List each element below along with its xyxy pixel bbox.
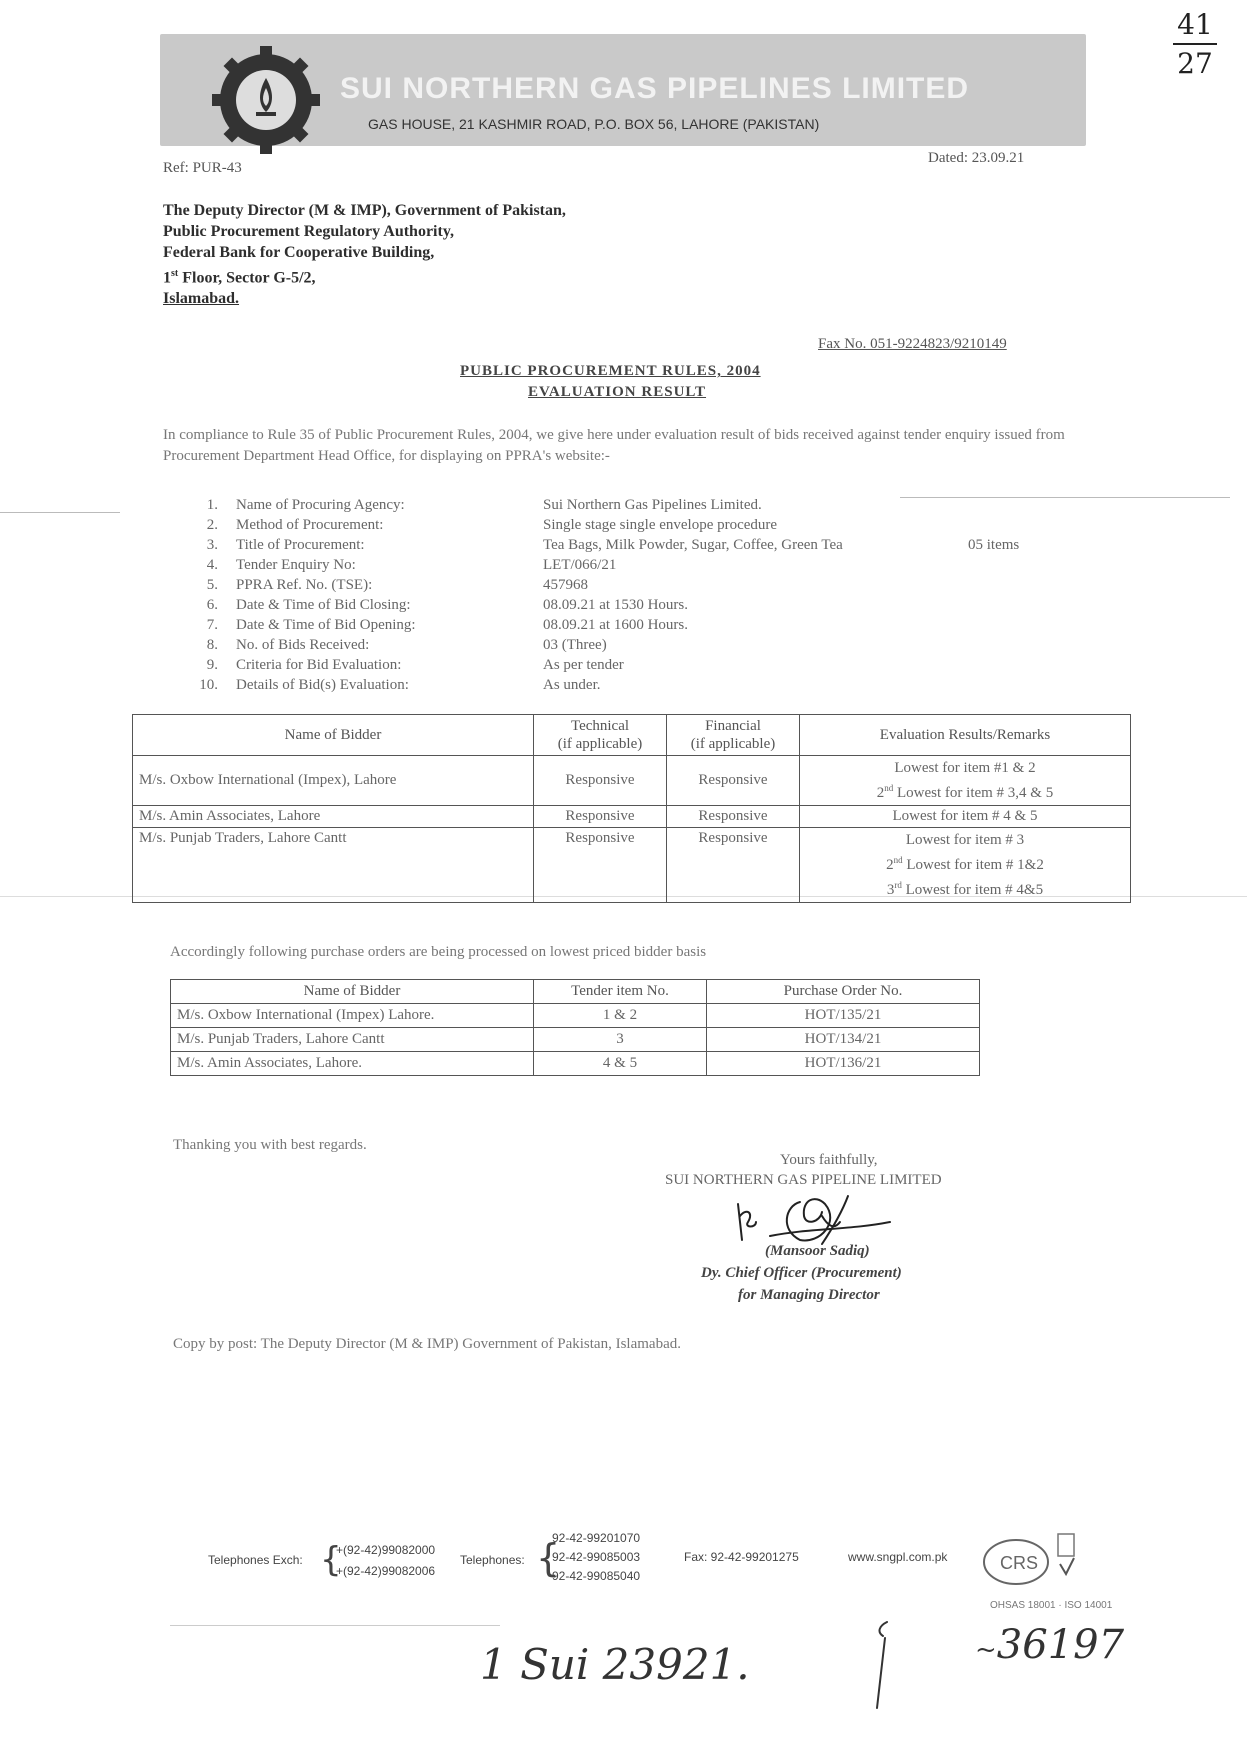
tender-item-no: 3 (534, 1028, 707, 1052)
purchase-order-no: HOT/136/21 (707, 1052, 980, 1076)
tender-item-no: 1 & 2 (534, 1004, 707, 1028)
bidder-name: M/s. Amin Associates, Lahore (133, 806, 534, 828)
brace-icon: { (320, 1540, 342, 1580)
item-label: Details of Bid(s) Evaluation: (236, 677, 409, 693)
item-label: Criteria for Bid Evaluation: (236, 657, 402, 673)
purchase-orders-note: Accordingly following purchase orders are being processed on lowest priced bidder basis (170, 944, 707, 960)
scan-artifact-line (0, 512, 120, 513)
bidder-name: M/s. Punjab Traders, Lahore Cantt (133, 828, 534, 903)
item-value: Tea Bags, Milk Powder, Sugar, Coffee, Green Tea (543, 537, 843, 553)
table-row (171, 1052, 980, 1076)
table-row (171, 1004, 980, 1028)
signatory-name: (Mansoor Sadiq) (765, 1243, 870, 1259)
footer-tel-exch-label: Telephones Exch: (208, 1553, 303, 1567)
company-name: SUI NORTHERN GAS PIPELINES LIMITED (340, 72, 970, 105)
purchase-order-table (170, 979, 980, 1076)
scan-artifact-line (900, 497, 1230, 498)
header-evaluation-results: Evaluation Results/Remarks (800, 715, 1131, 756)
table-row (171, 1028, 980, 1052)
handwritten-number: ~36197 (975, 1622, 1125, 1668)
handwritten-page-number (1165, 8, 1225, 80)
brace-icon: { (536, 1536, 561, 1580)
bidder-name: M/s. Oxbow International (Impex), Lahore (133, 756, 534, 806)
recipient-line-2: Public Procurement Regulatory Authority, (163, 223, 454, 240)
item-value: As per tender (543, 657, 624, 673)
item-number: 8. (206, 637, 218, 653)
purchase-order-no: HOT/134/21 (707, 1028, 980, 1052)
evaluation-remarks: Lowest for item #1 & 2 2nd Lowest for item # 3,4 & 5 (800, 756, 1131, 806)
item-value: Single stage single envelope procedure (543, 517, 778, 533)
item-number: 3. (206, 537, 218, 553)
item-label: Date & Time of Bid Closing: (236, 597, 411, 613)
item-value: 03 (Three) (543, 637, 607, 653)
item-number: 10. (199, 677, 218, 693)
signature-company: SUI NORTHERN GAS PIPELINE LIMITED (665, 1172, 942, 1188)
recipient-address (163, 200, 566, 309)
signatory-for: for Managing Director (738, 1287, 880, 1303)
signature-yours: Yours faithfully, (780, 1152, 878, 1168)
item-label: Tender Enquiry No: (236, 557, 356, 573)
footer-tel-3: 92-42-99085040 (552, 1569, 641, 1583)
item-label: Title of Procurement: (236, 537, 365, 553)
handwritten-note: 1 Sui 23921. (480, 1640, 750, 1689)
header-tender-item: Tender item No. (534, 980, 707, 1004)
company-address: GAS HOUSE, 21 KASHMIR ROAD, P.O. BOX 56, LAHORE (PAKISTAN) (368, 116, 820, 132)
item-label: Name of Procuring Agency: (236, 497, 405, 513)
technical-status: Responsive (534, 806, 667, 828)
recipient-line-4: 1st Floor, Sector G-5/2, (163, 268, 316, 287)
footer-tel-label: Telephones: (460, 1553, 525, 1567)
handwritten-signature-icon (730, 1182, 900, 1252)
financial-status: Responsive (667, 828, 800, 903)
recipient-line-1: The Deputy Director (M & IMP), Government of Pakistan, (163, 202, 566, 219)
item-value: Sui Northern Gas Pipelines Limited. (543, 497, 762, 513)
bidder-name: M/s. Oxbow International (Impex) Lahore. (171, 1004, 534, 1028)
evaluation-table (132, 714, 1131, 903)
purchase-order-table-header (171, 980, 980, 1004)
evaluation-table-header (133, 715, 1131, 756)
svg-text:CRS: CRS (1000, 1553, 1039, 1573)
evaluation-remarks: Lowest for item # 4 & 5 (800, 806, 1131, 828)
footer-tel-2: 92-42-99085003 (552, 1550, 641, 1564)
financial-status: Responsive (667, 806, 800, 828)
technical-status: Responsive (534, 756, 667, 806)
company-logo-icon (212, 46, 320, 154)
copy-by-post: Copy by post: The Deputy Director (M & IMP) Government of Pakistan, Islamabad. (173, 1336, 681, 1352)
item-number: 2. (206, 517, 218, 533)
recipient-line-3: Federal Bank for Cooperative Building, (163, 244, 435, 261)
table-row (133, 828, 1131, 903)
item-number: 6. (206, 597, 218, 613)
technical-status: Responsive (534, 828, 667, 903)
header-financial: Financial (if applicable) (667, 715, 800, 756)
header-technical: Technical (if applicable) (534, 715, 667, 756)
signatory-title: Dy. Chief Officer (Procurement) (701, 1265, 902, 1281)
item-label: Method of Procurement: (236, 517, 384, 533)
item-value: 457968 (543, 577, 588, 593)
footer-tel-exch-2: +(92-42)99082006 (336, 1564, 436, 1578)
reference-number: Ref: PUR-43 (163, 160, 242, 176)
footer-certifications: OHSAS 18001 · ISO 14001 (990, 1600, 1113, 1611)
heading-rules: PUBLIC PROCUREMENT RULES, 2004 (460, 363, 761, 379)
fax-number: Fax No. 051-9224823/9210149 (818, 336, 1007, 352)
table-row (133, 806, 1131, 828)
item-number: 5. (206, 577, 218, 593)
table-row (133, 756, 1131, 806)
handwritten-number-top: 41 (1177, 8, 1213, 41)
item-number: 1. (206, 497, 218, 513)
item-value: 08.09.21 at 1600 Hours. (543, 617, 688, 633)
footer-website: www.sngpl.com.pk (848, 1550, 948, 1564)
item-value: 08.09.21 at 1530 Hours. (543, 597, 688, 613)
letter-date: Dated: 23.09.21 (928, 150, 1025, 166)
item-label: No. of Bids Received: (236, 637, 370, 653)
footer-tel-exch-1: +(92-42)99082000 (336, 1543, 436, 1557)
footer-tel-1: 92-42-99201070 (552, 1531, 641, 1545)
heading-evaluation-result: EVALUATION RESULT (528, 384, 707, 400)
item-value: LET/066/21 (543, 557, 617, 573)
bidder-name: M/s. Amin Associates, Lahore. (171, 1052, 534, 1076)
certification-logo-icon (980, 1530, 1080, 1590)
fraction-line (1173, 43, 1217, 45)
scan-artifact-line (170, 1625, 500, 1626)
handwritten-number-bottom: 27 (1177, 47, 1213, 80)
item-value: As under. (543, 677, 601, 693)
footer-fax: Fax: 92-42-99201275 (684, 1550, 799, 1564)
header-purchase-order: Purchase Order No. (707, 980, 980, 1004)
evaluation-remarks: Lowest for item # 3 2nd Lowest for item # 1&2 3rd Lowest for item # 4&5 (800, 828, 1131, 903)
item-number: 9. (206, 657, 218, 673)
header-bidder: Name of Bidder (171, 980, 534, 1004)
handwritten-mark: ~ (975, 1635, 997, 1665)
bidder-name: M/s. Punjab Traders, Lahore Cantt (171, 1028, 534, 1052)
purchase-order-no: HOT/135/21 (707, 1004, 980, 1028)
item-label: PPRA Ref. No. (TSE): (236, 577, 373, 593)
header-bidder: Name of Bidder (133, 715, 534, 756)
handwritten-tick-icon (865, 1612, 905, 1712)
recipient-line-5: Islamabad. (163, 290, 240, 308)
item-extra: 05 items (968, 537, 1020, 553)
tender-item-no: 4 & 5 (534, 1052, 707, 1076)
item-number: 7. (206, 617, 218, 633)
item-label: Date & Time of Bid Opening: (236, 617, 416, 633)
intro-paragraph: In compliance to Rule 35 of Public Procurement Rules, 2004, we give here under evaluation result of bids received against tender enquiry issued from Procurement Department Head Office, for displaying on PPRA's website:- (163, 427, 1065, 464)
financial-status: Responsive (667, 756, 800, 806)
closing-thanks: Thanking you with best regards. (173, 1137, 367, 1153)
item-number: 4. (206, 557, 218, 573)
